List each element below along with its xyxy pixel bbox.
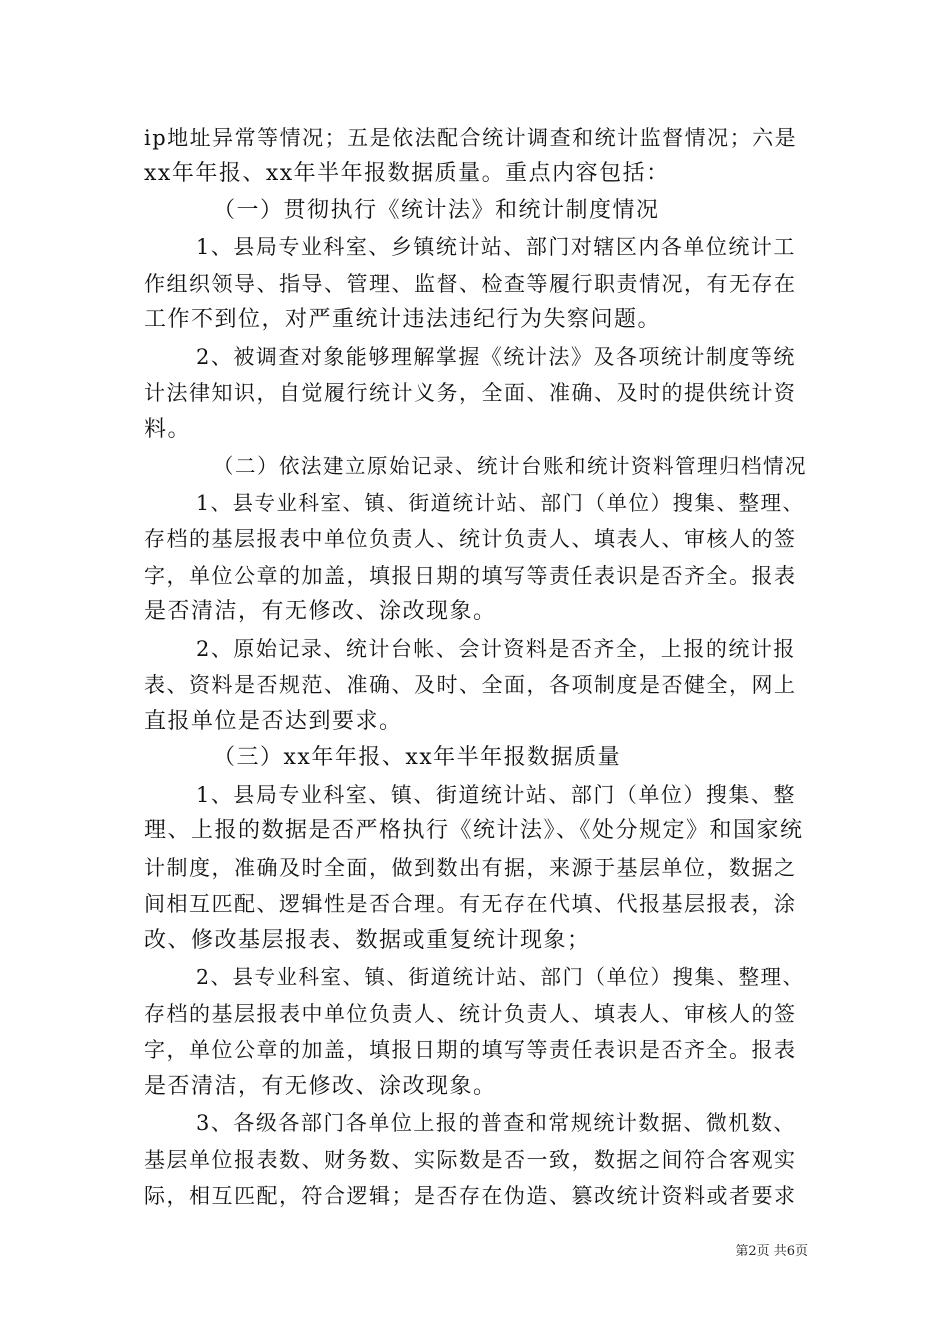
text-line: 2、原始记录、统计台帐、会计资料是否齐全，上报的统计报 bbox=[196, 637, 796, 661]
text-line: 理、上报的数据是否严格执行《统计法》、《处分规定》和国家统 bbox=[144, 818, 804, 843]
text-line: 际，相互匹配，符合逻辑；是否存在伪造、篡改统计资料或者要求 bbox=[144, 1184, 797, 1208]
text-line: 2、县专业科室、镇、街道统计站、部门（单位）搜集、整理、 bbox=[196, 965, 805, 989]
text-line: 间相互匹配、逻辑性是否合理。有无存在代填、代报基层报表，涂 bbox=[144, 892, 797, 916]
section-heading: （一）贯彻执行《统计法》和统计制度情况 bbox=[213, 198, 660, 223]
text-line: 是否清洁，有无修改、涂改现象。 bbox=[144, 1074, 497, 1099]
text-line: 表、资料是否规范、准确、及时、全面，各项制度是否健全，网上 bbox=[144, 673, 797, 697]
text-line: 直报单位是否达到要求。 bbox=[144, 709, 403, 734]
text-line: 1、县局专业科室、乡镇统计站、部门对辖区内各单位统计工 bbox=[196, 235, 796, 259]
text-line: 2、被调查对象能够理解掌握《统计法》及各项统计制度等统 bbox=[196, 345, 796, 369]
text-line: 作组织领导、指导、管理、监督、检查等履行职责情况，有无存在 bbox=[144, 272, 797, 296]
text-line: 1、县局专业科室、镇、街道统计站、部门（单位）搜集、整 bbox=[196, 783, 796, 807]
page-number-footer: 第2页 共6页 bbox=[735, 1244, 808, 1259]
text-line: 字，单位公章的加盖，填报日期的填写等责任表识是否齐全。报表 bbox=[144, 564, 797, 588]
text-line: 存档的基层报表中单位负责人、统计负责人、填表人、审核人的签 bbox=[144, 1002, 797, 1026]
text-line: 工作不到位，对严重统计违法违纪行为失察问题。 bbox=[144, 307, 662, 332]
text-line: 计制度，准确及时全面，做到数出有据，来源于基层单位，数据之 bbox=[144, 856, 797, 880]
text-line: ip地址异常等情况；五是依法配合统计调查和统计监督情况；六是 bbox=[144, 126, 798, 150]
text-line: 是否清洁，有无修改、涂改现象。 bbox=[144, 599, 497, 624]
text-line: 存档的基层报表中单位负责人、统计负责人、填表人、审核人的签 bbox=[144, 527, 797, 551]
text-line: 改、修改基层报表、数据或重复统计现象； bbox=[144, 928, 591, 953]
text-line: 计法律知识，自觉履行统计义务，全面、准确、及时的提供统计资 bbox=[144, 381, 797, 405]
text-line: 1、县专业科室、镇、街道统计站、部门（单位）搜集、整理、 bbox=[196, 491, 805, 515]
text-line: 字，单位公章的加盖，填报日期的填写等责任表识是否齐全。报表 bbox=[144, 1038, 797, 1062]
section-heading: （三）xx年年报、xx年半年报数据质量 bbox=[213, 745, 622, 770]
text-line: 料。 bbox=[144, 417, 192, 442]
text-line: 基层单位报表数、财务数、实际数是否一致，数据之间符合客观实 bbox=[144, 1148, 797, 1172]
text-line: 3、各级各部门各单位上报的普查和常规统计数据、微机数、 bbox=[196, 1111, 796, 1135]
text-line: xx年年报、xx年半年报数据质量。重点内容包括： bbox=[144, 161, 670, 186]
section-heading: （二）依法建立原始记录、统计台账和统计资料管理归档情况 bbox=[213, 454, 807, 478]
